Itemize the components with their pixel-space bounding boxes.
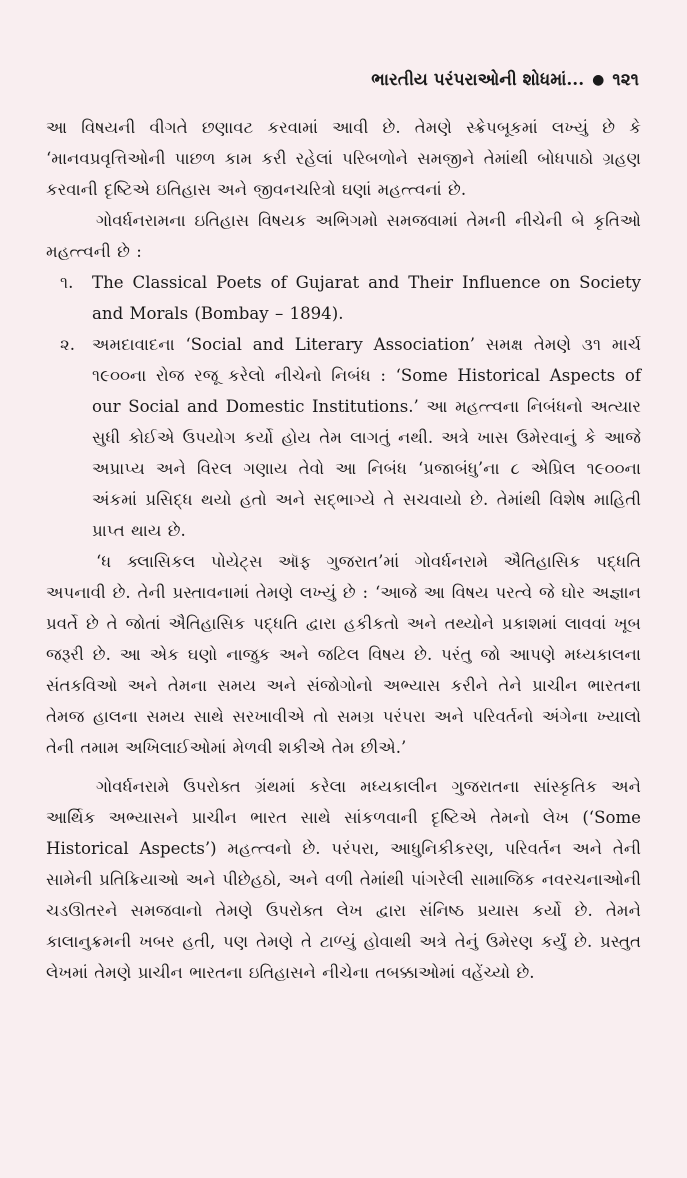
works-list: [46, 267, 641, 546]
paragraph-gap: [46, 763, 641, 771]
list-item-text: અમદાવાદના ‘Social and Literary Association’ સમક્ષ તેમણે ૩૧ માર્ચ ૧૯૦૦ના રોજ રજૂ કરેલો નીચેનો નિબંધ : ‘Some Historical Aspects of our Social and Domestic Institutions.’ આ મહત્ત્વના નિબંધનો અત્યાર સુધી કોઈએ ઉપયોગ કર્યો હોય તેમ લાગતું નથી. અત્રે ખાસ ઉમેરવાનું કે આજે અપ્રાપ્ય અને વિરલ ગણાય તેવો આ નિબંધ ‘પ્રજાબંધુ’ના ૮ એપ્રિલ ૧૯૦૦ના અંકમાં પ્રસિદ્ધ થયો હતો અને સદ્ભાગ્યે તે સચવાયો છે. તેમાંથી વિશેષ માહિતી પ્રાપ્ત થાય છે.: [92, 335, 641, 540]
list-item-number: ૧.: [60, 273, 74, 292]
page-number: ૧૨૧: [612, 70, 639, 90]
paragraph-2: ગોવર્ધનરામના ઇતિહાસ વિષયક અભિગમો સમજવામાં તેમની નીચેની બે કૃતિઓ મહત્ત્વની છે :: [46, 211, 641, 261]
list-item-text: The Classical Poets of Gujarat and Their Influence on Society and Morals (Bombay – 1894).: [92, 273, 641, 323]
paragraph-4: ગોવર્ધનરામે ઉપરોક્ત ગ્રંથમાં કરેલા મધ્યકાલીન ગુજરાતના સાંસ્કૃતિક અને આર્થિક અભ્યાસને પ્રાચીન ભારત સાથે સાંકળવાની દૃષ્ટિએ તેમનો લેખ (‘Some Historical Aspects’) મહત્ત્વનો છે. પરંપરા, આધુનિકીકરણ, પરિવર્તન અને તેની સામેની પ્રતિક્રિયાઓ અને પીછેહઠો, અને વળી તેમાંથી પાંગરેલી સામાજિક નવરચનાઓની ચડઊતરને સમજવાનો તેમણે ઉપરોક્ત લેખ દ્વારા સંનિષ્ઠ પ્રયાસ કર્યો છે. તેમને કાલાનુક્રમની ખબર હતી, પણ તેમણે તે ટાળ્યું હોવાથી અત્રે તેનું ઉમેરણ કર્યું છે. પ્રસ્તુત લેખમાં તેમણે પ્રાચીન ભારતના ઇતિહાસને નીચેના તબક્કાઓમાં વહેંચ્યો છે.: [46, 777, 641, 982]
list-item: [46, 267, 641, 329]
bullet-separator-icon: ●: [592, 72, 605, 88]
list-item-number: ૨.: [60, 335, 76, 354]
running-header: [46, 70, 641, 90]
running-header-title: ભારતીય પરંપરાઓની શોધમાં...: [371, 70, 585, 90]
paragraph-1: આ વિષયની વીગતે છણાવટ કરવામાં આવી છે. તેમણે સ્ક્રેપબૂકમાં લખ્યું છે કે ‘માનવપ્રવૃત્તિઓની પાછળ કામ કરી રહેલાં પરિબળોને સમજીને તેમાંથી બોધપાઠો ગ્રહણ કરવાની દૃષ્ટિએ ઇતિહાસ અને જીવનચરિત્રો ઘણાં મહત્ત્વનાં છે.: [46, 118, 641, 199]
paragraph-3: ‘ધ ક્લાસિકલ પોયેટ્સ ઑફ ગુજરાત’માં ગોવર્ધનરામે ઐતિહાસિક પદ્ધતિ અપનાવી છે. તેની પ્રસ્તાવનામાં તેમણે લખ્યું છે : ‘આજે આ વિષય પરત્વે જે ઘોર અજ્ઞાન પ્રવર્તે છે તે જોતાં ઐતિહાસિક પદ્ધતિ દ્વારા હકીકતો અને તથ્યોને પ્રકાશમાં લાવવાં ખૂબ જરૂરી છે. આ એક ઘણો નાજુક અને જટિલ વિષય છે. પરંતુ જો આપણે મધ્યકાલના સંતકવિઓ અને તેમના સમય અને સંજોગોનો અભ્યાસ કરીને તેને પ્રાચીન ભારતના તેમજ હાલના સમય સાથે સરખાવીએ તો સમગ્ર પરંપરા અને પરિવર્તનો અંગેના ખ્યાલો તેની તમામ અખિલાઈઓમાં મેળવી શકીએ તેમ છીએ.’: [46, 552, 641, 757]
list-item: [46, 329, 641, 546]
